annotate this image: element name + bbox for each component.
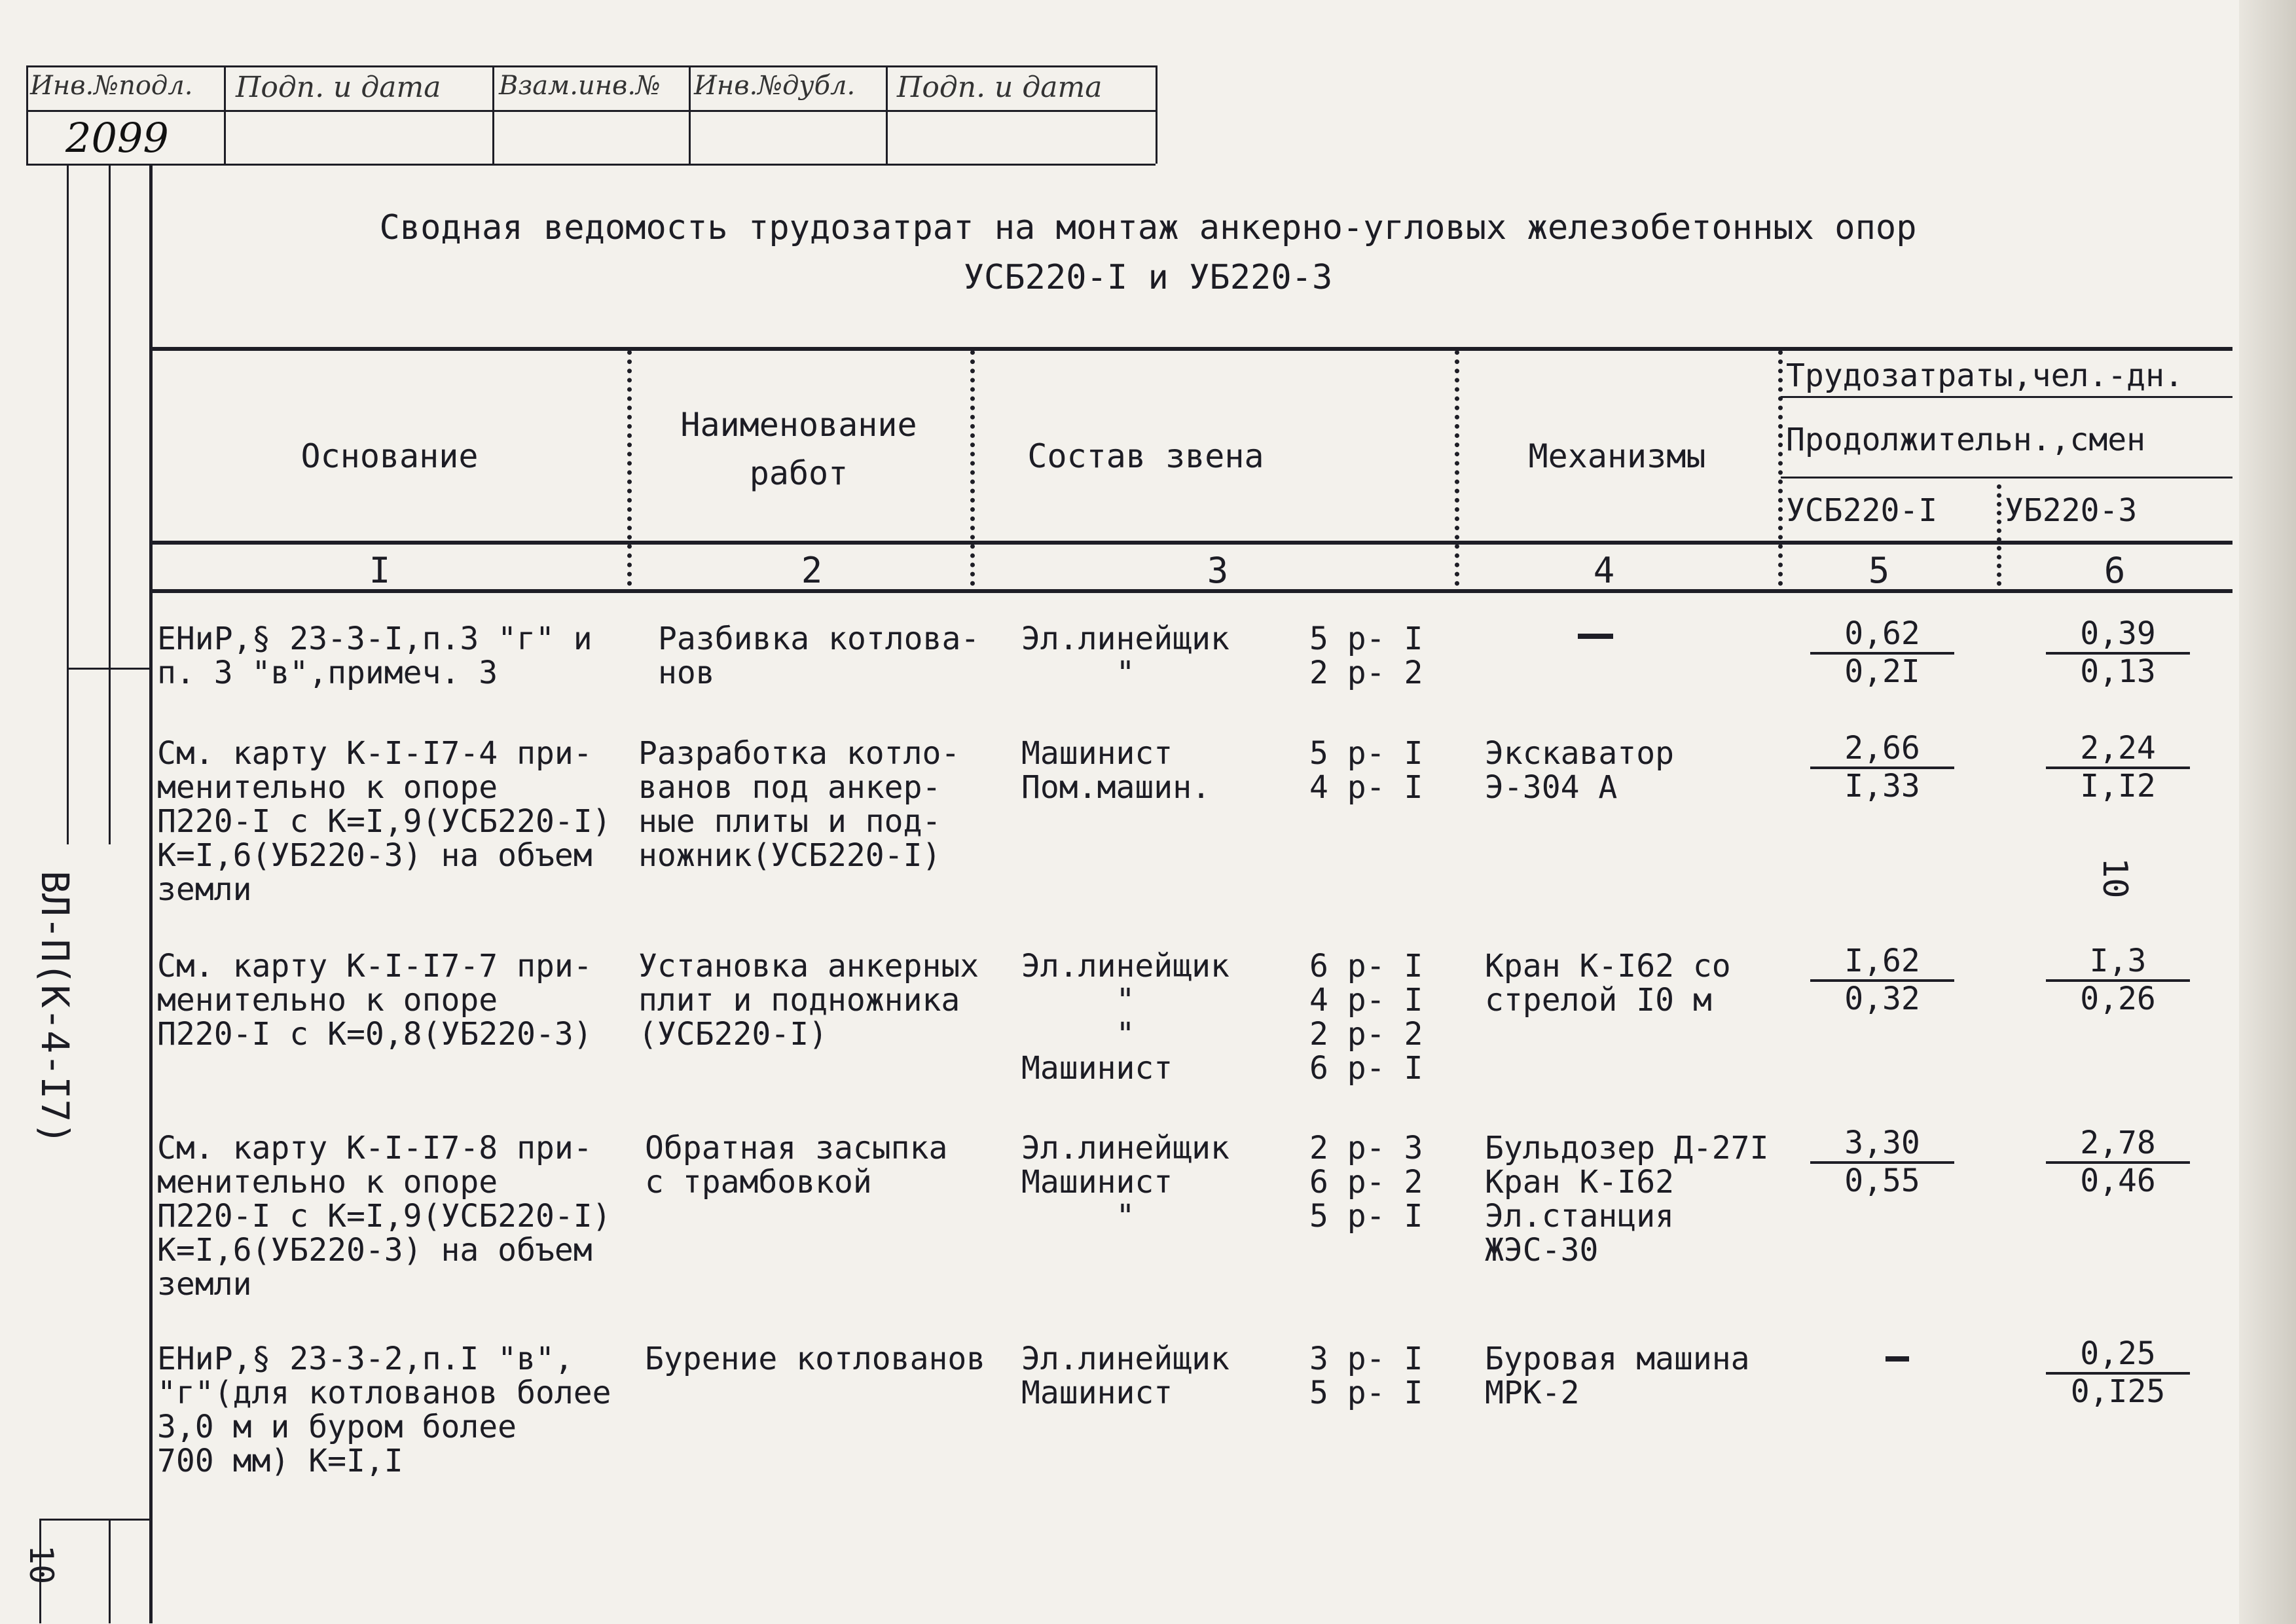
left-margin-border xyxy=(149,164,153,1623)
stamp-header-inv-original: Инв.№подл. xyxy=(30,71,193,101)
work-cell: Установка анкерных плит и подножника (УСБ220-I) xyxy=(638,948,979,1053)
value-usb220: 3,30 0,55 xyxy=(1804,1125,1961,1200)
machines-cell: Кран К-I62 со стрелой I0 м xyxy=(1485,948,1731,1019)
value-usb220: 0,62 0,2I xyxy=(1804,615,1961,691)
header-machines: Механизмы xyxy=(1528,437,1706,475)
approval-stamp xyxy=(26,65,1156,164)
grade-cell: 2 р- 3 6 р- 2 5 р- I xyxy=(1309,1130,1423,1235)
page-number-right: 10 xyxy=(2095,857,2134,899)
header-work-name-2: работ xyxy=(749,454,848,492)
header-basis: Основание xyxy=(301,437,479,475)
basis-cell: ЕНиР,§ 23-3-I,п.3 "г" и п. 3 "в",примеч. 3 xyxy=(157,621,592,691)
machines-cell: Бульдозер Д-27I Кран К-I62 Эл.станция ЖЭС-30 xyxy=(1485,1130,1769,1269)
column-number: 2 xyxy=(801,550,823,591)
document-designation: ВЛ-П(К-4-I7) xyxy=(33,871,77,1146)
work-cell: Обратная засыпка с трамбовкой xyxy=(645,1130,948,1200)
value-usb220: I,62 0,32 xyxy=(1804,943,1961,1019)
stamp-header-replacement-inv: Взам.инв.№ xyxy=(499,71,661,101)
value-usb220: 2,66 I,33 xyxy=(1804,730,1961,806)
crew-cell: Машинист Пом.машин. xyxy=(1021,735,1211,806)
header-sub-rule xyxy=(1781,396,2232,398)
value-ub220: 2,78 0,46 xyxy=(2039,1125,2196,1200)
column-number: 4 xyxy=(1593,550,1615,591)
grade-cell: 6 р- I 4 р- I 2 р- 2 6 р- I xyxy=(1309,948,1423,1087)
work-cell: Разработка котло- ванов под анкер- ные плиты и под- ножник(УСБ220-I) xyxy=(638,735,960,874)
margin-strip-line xyxy=(109,1519,111,1623)
header-ub220: УБ220-3 xyxy=(2005,492,2138,529)
basis-cell: См. карту К-I-I7-7 при- менительно к опоре П220-I с К=0,8(УБ220-3) xyxy=(157,948,592,1053)
margin-strip-divider xyxy=(67,668,149,670)
value-ub220: 0,39 0,13 xyxy=(2039,615,2196,691)
document-subtitle: УСБ220-I и УБ220-3 xyxy=(963,258,1333,297)
crew-cell: Эл.линейщик " " Машинист xyxy=(1021,948,1230,1087)
stamp-header-sign-date: Подп. и дата xyxy=(236,71,441,104)
basis-cell: См. карту К-I-I7-4 при- менительно к опоре П220-I с К=I,9(УСБ220-I) К=I,6(УБ220-3) на объем земли xyxy=(157,735,611,908)
no-value-dash xyxy=(1886,1356,1909,1362)
column-separator xyxy=(1778,350,1783,586)
header-sub-rule xyxy=(1781,477,2232,478)
column-number: 6 xyxy=(2104,550,2126,591)
work-cell: Бурение котлованов xyxy=(645,1341,986,1377)
column-number: 5 xyxy=(1868,550,1890,591)
basis-cell: ЕНиР,§ 23-3-2,п.I "в", "г"(для котлованов более 3,0 м и буром более 700 мм) К=I,I xyxy=(157,1341,611,1479)
header-bottom-rule xyxy=(152,541,2232,545)
work-cell: Разбивка котлова- нов xyxy=(658,621,980,691)
grade-cell: 5 р- I 2 р- 2 xyxy=(1309,621,1423,691)
table-top-rule xyxy=(152,347,2232,351)
machines-cell: Экскаватор Э-304 А xyxy=(1485,735,1674,806)
header-labor: Трудозатраты,чел.-дн. xyxy=(1786,357,2183,394)
grade-cell: 5 р- I 4 р- I xyxy=(1309,735,1423,806)
value-ub220: I,3 0,26 xyxy=(2039,943,2196,1019)
crew-cell: Эл.линейщик Машинист " xyxy=(1021,1130,1230,1235)
machines-cell: Буровая машина МРК-2 xyxy=(1485,1341,1750,1411)
header-work-name: Наименование xyxy=(680,406,917,444)
crew-cell: Эл.линейщик " xyxy=(1021,621,1230,691)
column-separator xyxy=(1997,484,2001,586)
margin-strip-divider xyxy=(39,1519,149,1521)
header-usb220: УСБ220-I xyxy=(1786,492,1938,529)
column-number: I xyxy=(369,550,391,591)
value-ub220: 2,24 I,I2 xyxy=(2039,730,2196,806)
stamp-header-sign-date-2: Подп. и дата xyxy=(897,71,1102,104)
crew-cell: Эл.линейщик Машинист xyxy=(1021,1341,1230,1411)
scan-edge-shadow xyxy=(2239,0,2296,1624)
basis-cell: См. карту К-I-I7-8 при- менительно к опоре П220-I с К=I,9(УСБ220-I) К=I,6(УБ220-3) на объем земли xyxy=(157,1130,611,1303)
inventory-number: 2099 xyxy=(65,114,169,162)
no-machine-dash xyxy=(1578,634,1613,639)
column-separator xyxy=(627,350,632,586)
page-number-bottom: 10 xyxy=(22,1545,60,1585)
column-separator xyxy=(970,350,975,586)
header-crew: Состав звена xyxy=(1027,437,1264,475)
column-number: 3 xyxy=(1207,550,1229,591)
stamp-header-inv-duplicate: Инв.№дубл. xyxy=(694,71,856,101)
header-duration: Продолжительн.,смен xyxy=(1786,422,2146,458)
value-ub220: 0,25 0,I25 xyxy=(2039,1335,2196,1411)
grade-cell: 3 р- I 5 р- I xyxy=(1309,1341,1423,1411)
document-title: Сводная ведомость трудозатрат на монтаж анкерно-угловых железобетонных опор xyxy=(379,208,1917,247)
